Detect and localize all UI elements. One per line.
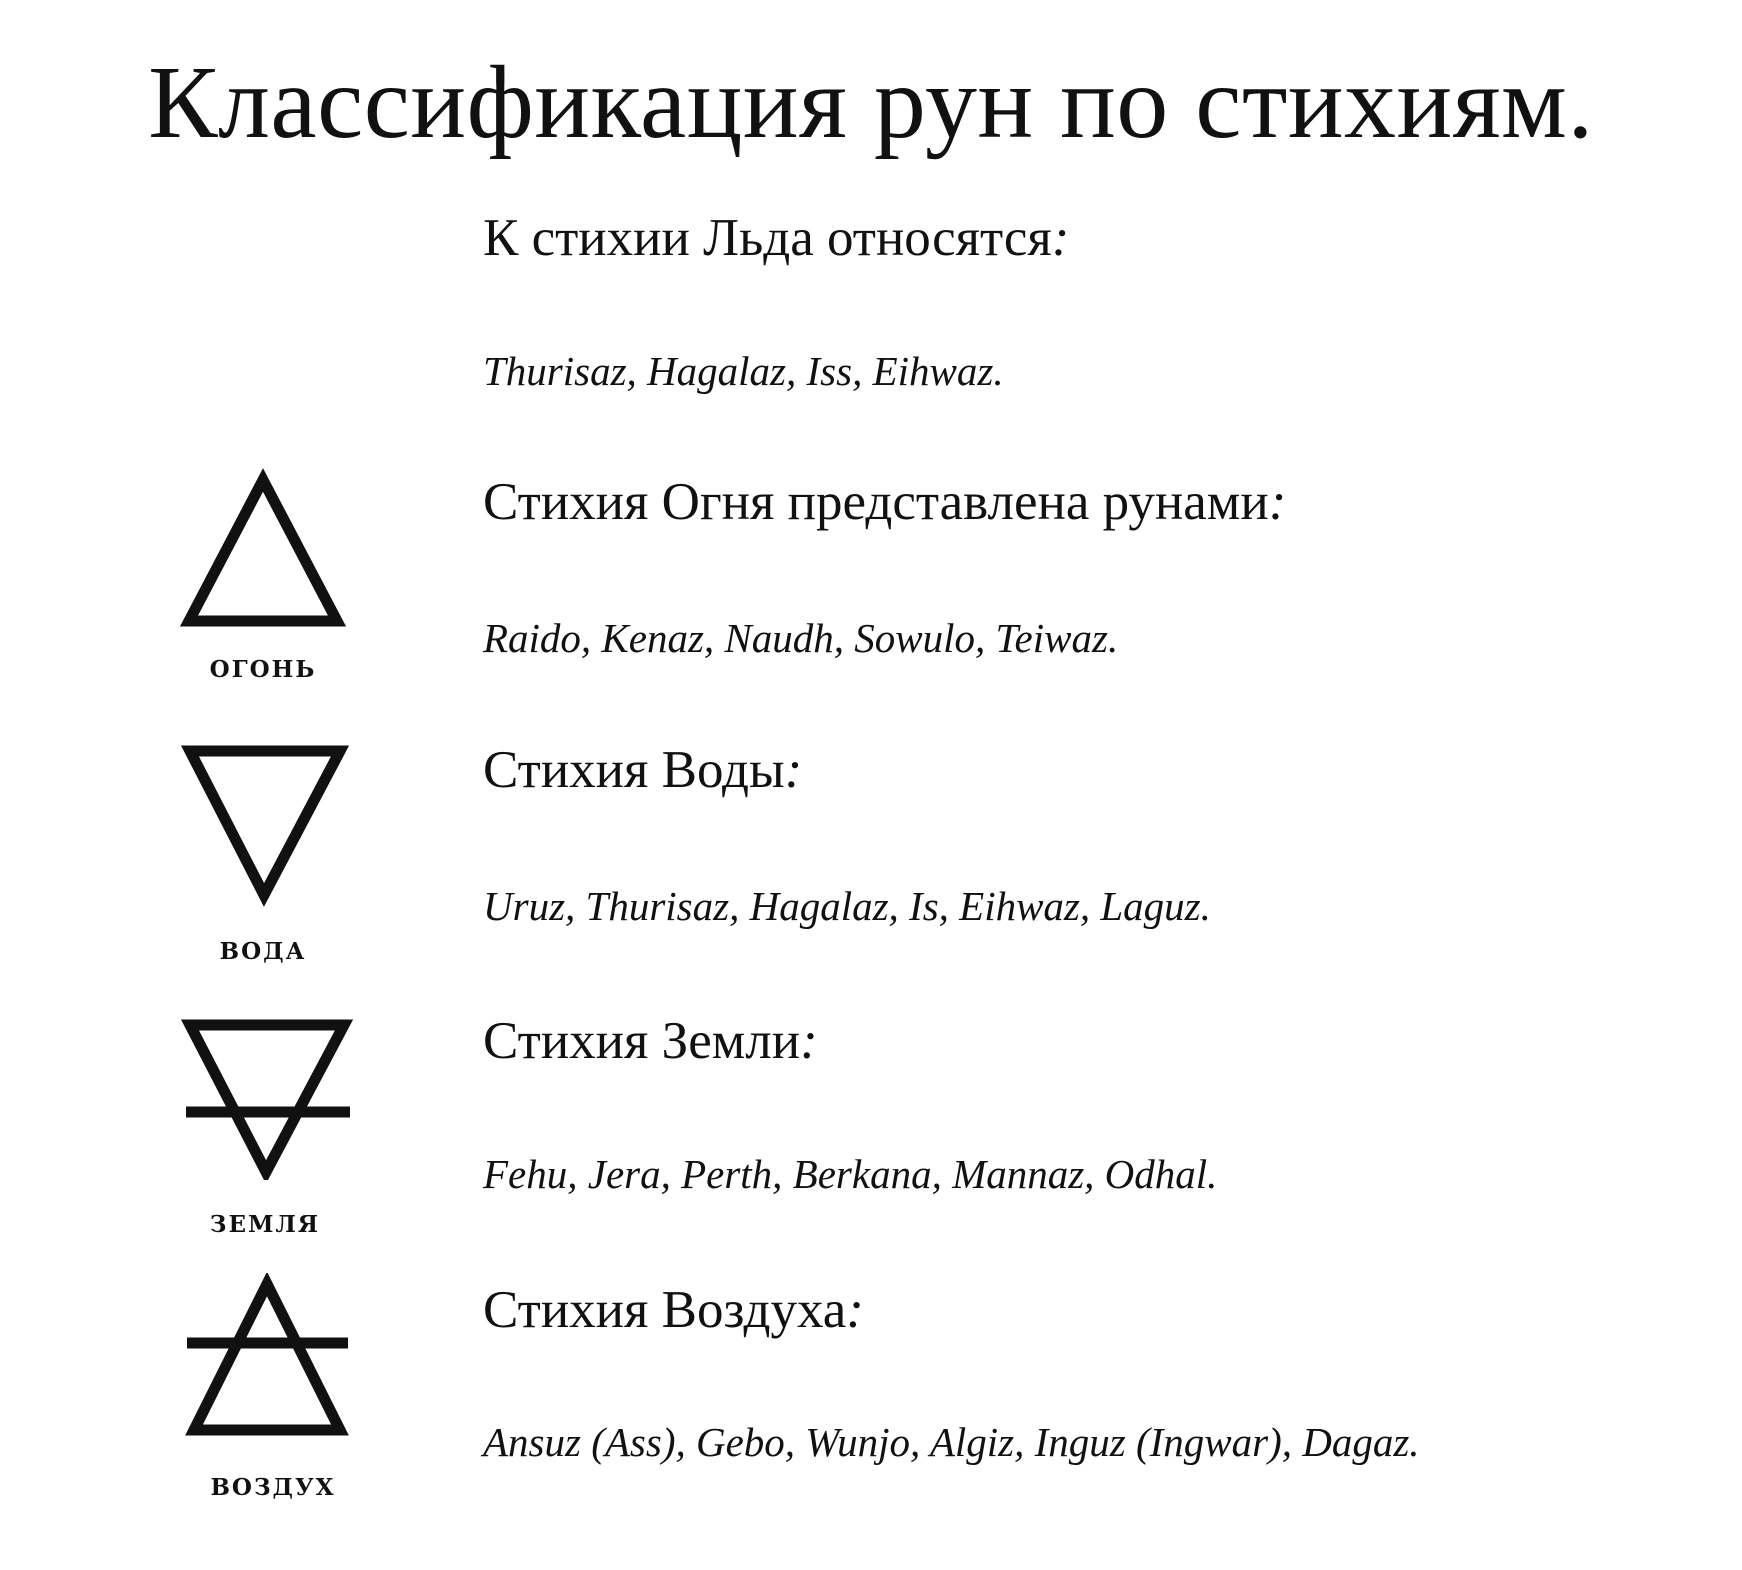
air-label: ВОЗДУХ — [210, 1474, 336, 1501]
heading-colon: : — [800, 1012, 818, 1070]
water-triangle-icon — [178, 735, 358, 910]
section-heading-air — [483, 1278, 864, 1342]
rune-list-earth: Fehu, Jera, Perth, Berkana, Mannaz, Odhal. — [483, 1151, 1218, 1197]
section-heading-water — [483, 738, 802, 802]
heading-colon: : — [1051, 209, 1070, 267]
rune-list-water: Uruz, Thurisaz, Hagalaz, Is, Eihwaz, Laguz. — [483, 883, 1211, 929]
fire-triangle-icon — [178, 460, 358, 635]
rune-list-ice: Thurisaz, Hagalaz, Iss, Eihwaz. — [483, 348, 1004, 394]
fire-label: ОГОНЬ — [209, 656, 317, 683]
rune-list-air: Ansuz (Ass), Gebo, Wunjo, Algiz, Inguz (Ingwar), Dagaz. — [483, 1419, 1420, 1465]
heading-colon: : — [1268, 473, 1287, 531]
water-label: ВОДА — [219, 938, 307, 965]
rune-list-fire: Raido, Kenaz, Naudh, Sowulo, Teiwaz. — [483, 615, 1119, 661]
heading-colon: : — [784, 741, 803, 799]
page-title: Классификация рун по стихиям. — [148, 45, 1594, 160]
section-heading-earth — [483, 1009, 818, 1073]
heading-text: Стихия Воды — [483, 741, 785, 799]
section-heading-fire — [483, 470, 1286, 534]
section-heading-ice — [483, 206, 1069, 270]
heading-text: Стихия Огня представлена рунами — [483, 473, 1269, 531]
heading-colon: : — [846, 1281, 864, 1339]
heading-text: Стихия Воздуха — [483, 1281, 847, 1339]
heading-text: Стихия Земли — [483, 1012, 801, 1070]
air-triangle-icon — [178, 1273, 358, 1448]
earth-triangle-icon — [178, 1005, 358, 1180]
earth-label: ЗЕМЛЯ — [209, 1211, 321, 1238]
heading-text: К стихии Льда относятся — [483, 209, 1052, 267]
